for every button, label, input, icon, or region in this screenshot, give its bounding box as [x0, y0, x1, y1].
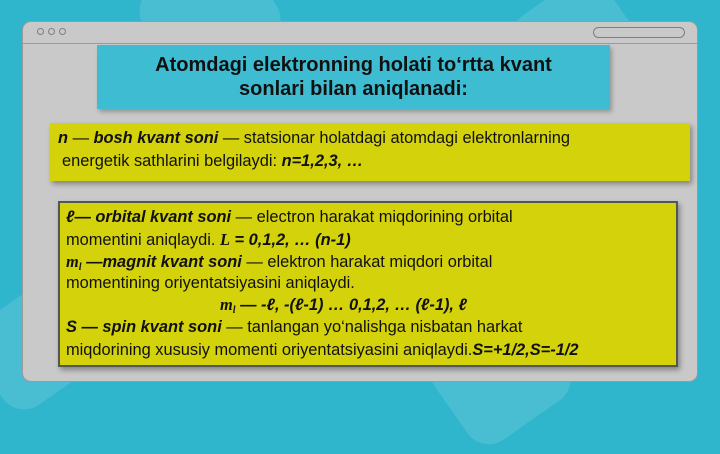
spin-description-2: miqdorining xususiy momenti oriyentatsiyasini aniqlaydi.: [66, 341, 473, 359]
spin-values: S=+1/2,S=-1/2: [472, 341, 579, 359]
principal-name: bosh kvant soni: [93, 129, 219, 147]
spin-name: S — spin kvant soni: [66, 318, 222, 336]
principal-values: n=1,2,3, …: [281, 152, 364, 170]
window-title-bar: [23, 22, 697, 44]
window-control-dot-icon[interactable]: [48, 28, 55, 35]
magnetic-symbol: m: [66, 252, 79, 271]
page-title: [144, 53, 564, 101]
spin-line-2: [66, 341, 578, 360]
orbital-values-symbol: L: [219, 230, 230, 249]
magnetic-formula: [220, 295, 467, 316]
magnetic-formula-symbol: m: [220, 295, 233, 314]
orbital-symbol: ℓ: [66, 208, 75, 226]
window-control-dot-icon[interactable]: [37, 28, 44, 35]
title-line-1: Atomdagi elektronning holati to‘rtta kvant: [155, 54, 552, 76]
window-control-dot-icon[interactable]: [59, 28, 66, 35]
orbital-name: — orbital kvant soni: [74, 208, 232, 226]
orbital-values: = 0,1,2, … (n-1): [229, 231, 351, 249]
magnetic-description-2: momentining oriyentatsiyasini aniqlaydi.: [66, 274, 355, 292]
magnetic-subscript: l: [78, 262, 82, 273]
spin-line-1: [66, 318, 522, 337]
principal-description-1: — statsionar holatdagi atomdagi elektronlarning: [218, 129, 570, 147]
magnetic-line-1: [66, 252, 492, 273]
address-bar[interactable]: [593, 27, 685, 38]
magnetic-name: —magnit kvant soni: [81, 253, 242, 271]
principal-description-2: energetik sathlarini belgilaydi:: [62, 152, 282, 170]
orbital-description-1: — electron harakat miqdorining orbital: [231, 208, 513, 226]
magnetic-formula-subscript: l: [232, 305, 236, 316]
magnetic-formula-values: — -ℓ, -(ℓ-1) … 0,1,2, … (ℓ-1), ℓ: [235, 296, 467, 314]
orbital-line-1: [66, 208, 513, 227]
heading-box: [97, 45, 610, 109]
orbital-line-2: [66, 230, 351, 250]
orbital-description-2: momentini aniqlaydi.: [66, 231, 220, 249]
principal-quantum-number-box: [50, 123, 690, 181]
principal-line-1: [58, 129, 570, 148]
title-line-2: sonlari bilan aniqlanadi:: [239, 78, 468, 100]
quantum-numbers-box: [58, 201, 678, 367]
spin-description-1: — tanlangan yo‘nalishga nisbatan harkat: [221, 318, 523, 336]
principal-line-2: [62, 152, 363, 171]
principal-symbol: n: [58, 129, 69, 147]
magnetic-line-2: [66, 274, 355, 293]
magnetic-description-1: — elektron harakat miqdori orbital: [241, 253, 493, 271]
principal-dash: —: [68, 129, 94, 147]
